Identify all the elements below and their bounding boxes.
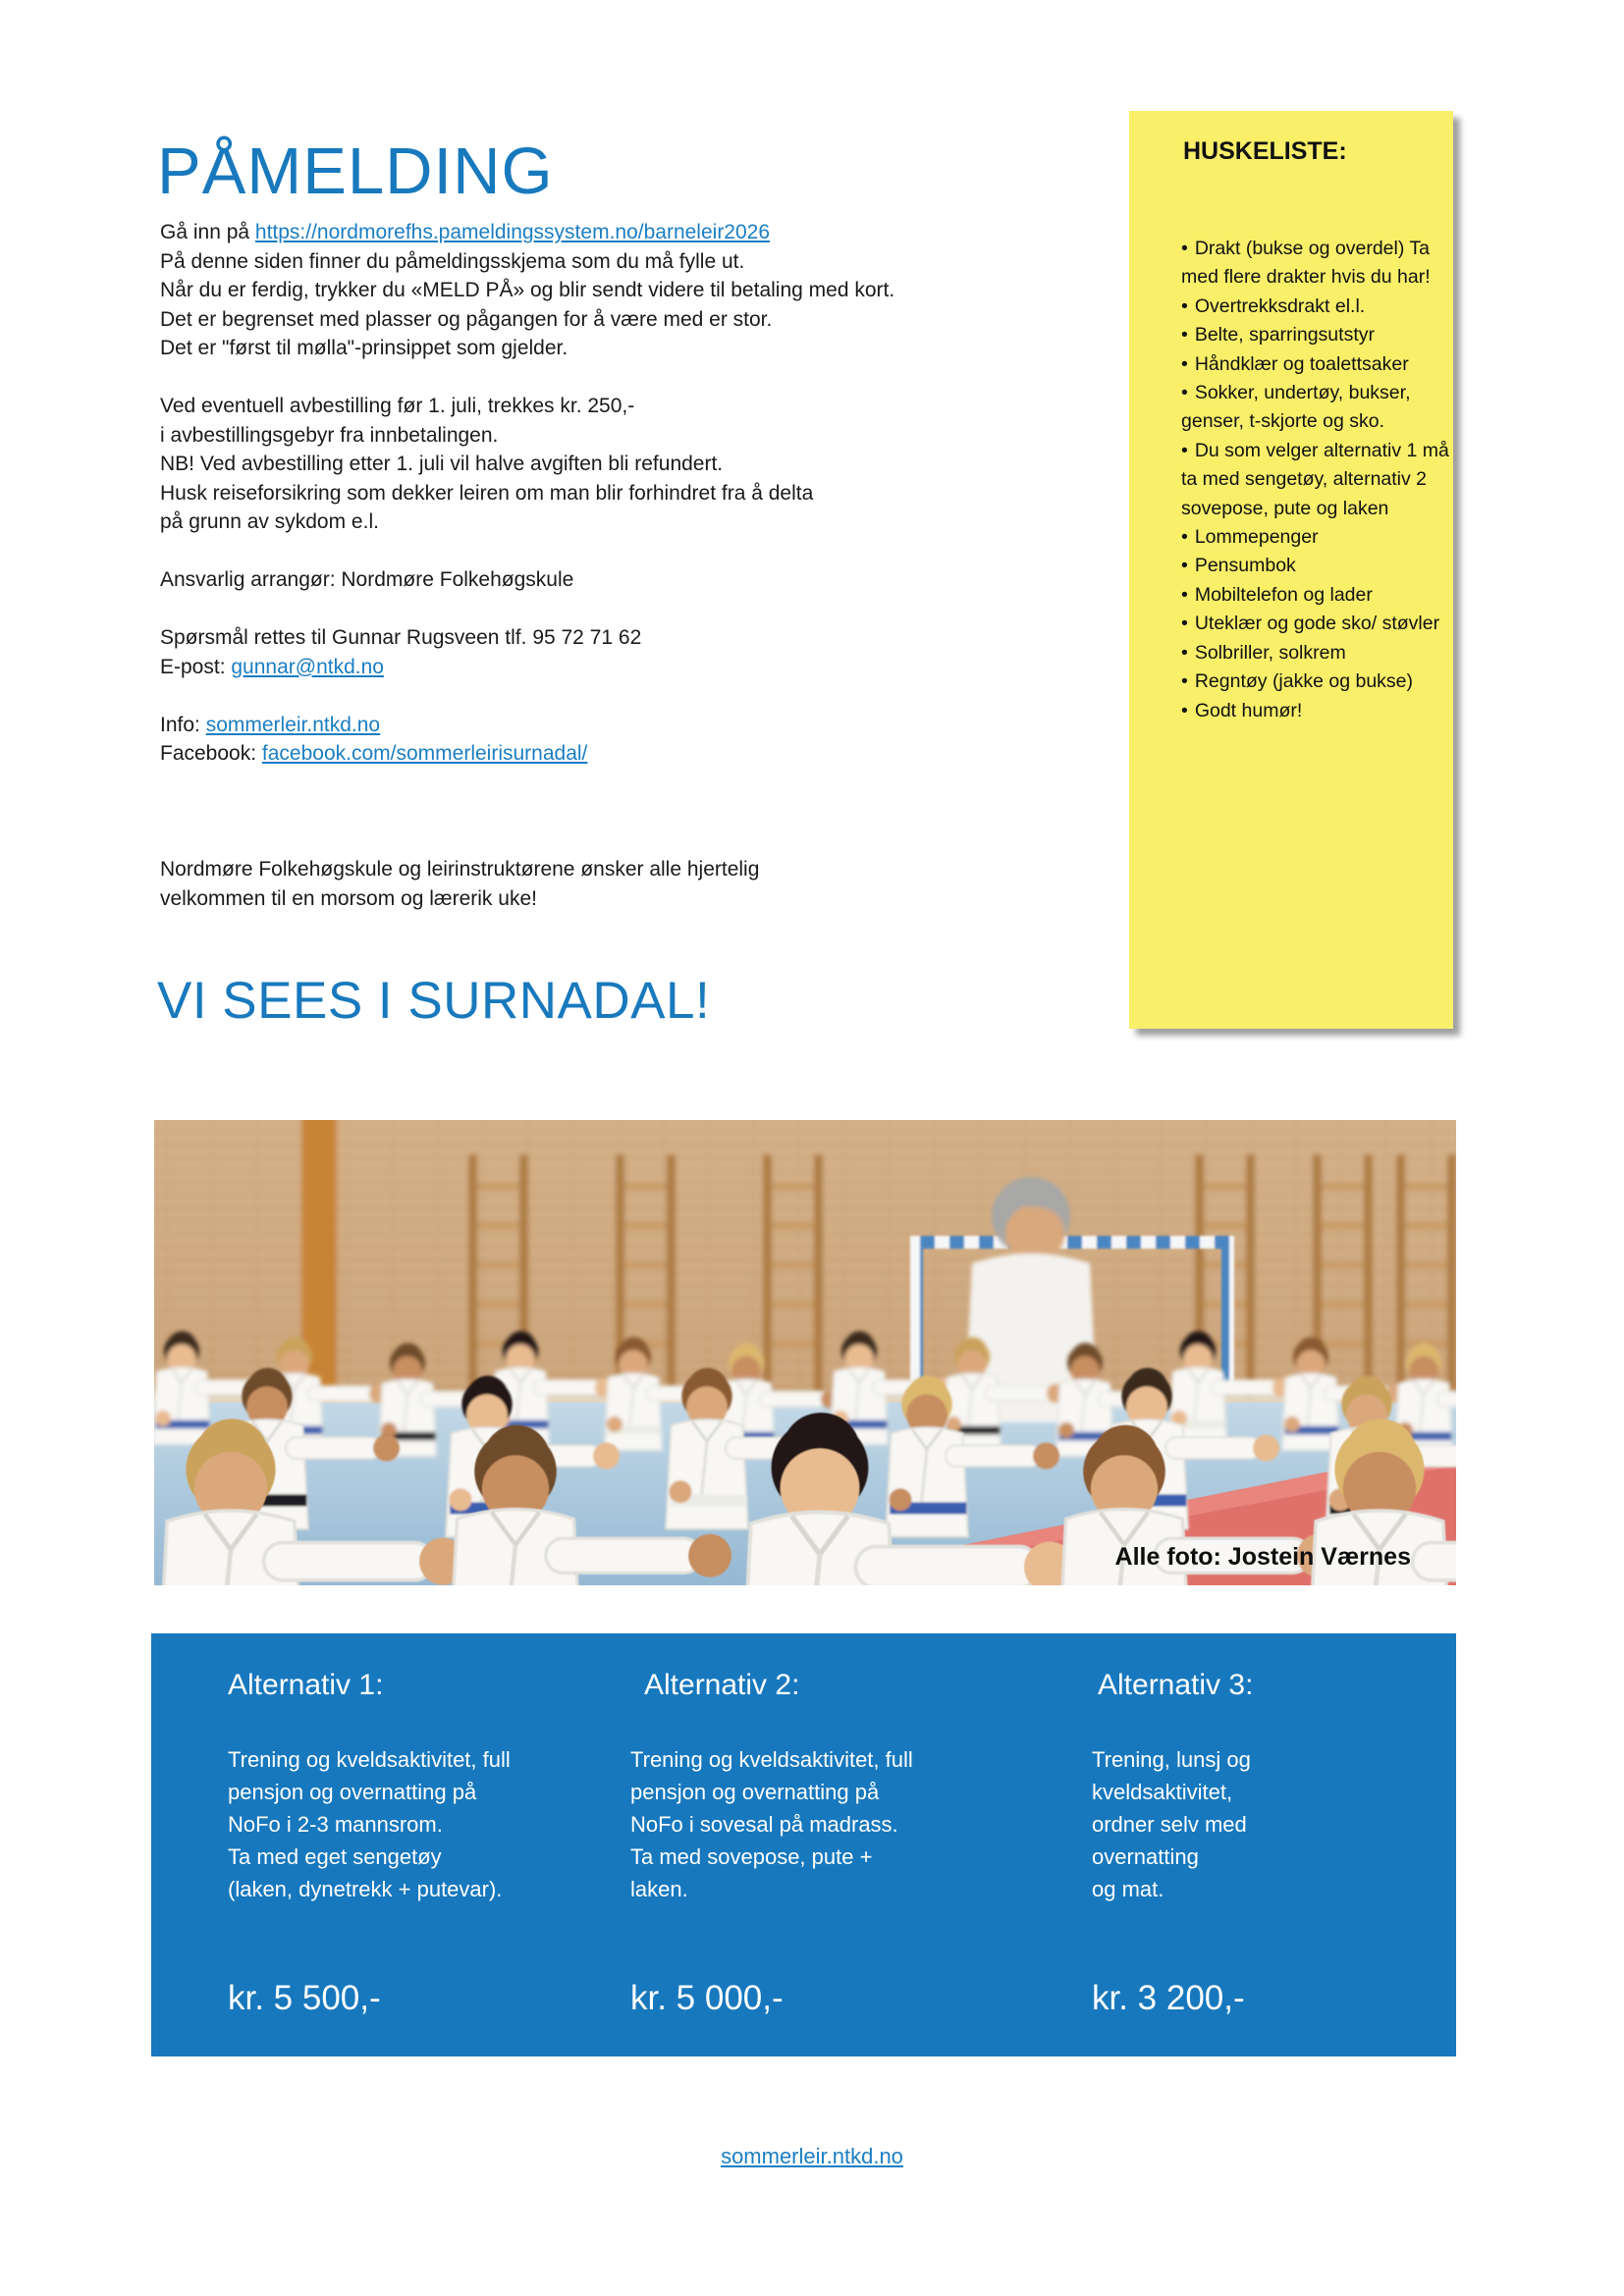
text-line: kveldsaktivitet,	[1092, 1780, 1233, 1804]
alternatives-section	[151, 1633, 1456, 2056]
alternative-heading: Alternativ 2:	[644, 1669, 800, 1701]
checklist-item-text: Drakt (bukse og overdel) Ta med flere drakter hvis du har!	[1181, 238, 1431, 289]
checklist-item-text: Uteklær og gode sko/ støvler	[1194, 613, 1440, 635]
alternative-price: kr. 3 200,-	[1092, 1979, 1245, 2017]
alternative-heading: Alternativ 1:	[228, 1669, 384, 1701]
checklist-item	[1181, 552, 1454, 580]
alternative-description	[1092, 1743, 1251, 1905]
checklist-item	[1181, 667, 1454, 696]
checklist-item-text: Håndklær og toalettsaker	[1194, 352, 1409, 375]
checklist-item	[1181, 293, 1454, 321]
intro-prefix: Gå inn på	[160, 221, 255, 243]
bullet-icon: •	[1181, 294, 1188, 317]
alternative-1	[228, 1633, 591, 2056]
alternative-heading: Alternativ 3:	[1098, 1669, 1254, 1701]
photo-caption: Alle foto: Jostein Værnes	[1114, 1543, 1411, 1571]
checklist-item-text: Lommepenger	[1194, 526, 1319, 549]
alternative-3	[1092, 1633, 1416, 2056]
bullet-icon: •	[1181, 324, 1188, 347]
checklist-item-text: Sokker, undertøy, bukser, genser, t-skjorte og sko.	[1181, 382, 1411, 433]
footer-link[interactable]: sommerleir.ntkd.no	[721, 2144, 903, 2168]
text-line: (laken, dynetrekk + putevar).	[228, 1877, 503, 1901]
registration-link[interactable]: https://nordmorefhs.pameldingssystem.no/barneleir2026	[254, 221, 771, 243]
facebook-label: Facebook:	[160, 742, 262, 765]
checklist-item	[1181, 235, 1454, 293]
text-line: Ta med sovepose, pute +	[630, 1844, 873, 1869]
checklist-item-text: Pensumbok	[1194, 555, 1296, 577]
links-paragraph	[160, 711, 1142, 769]
info-label: Info:	[160, 713, 206, 736]
footer	[0, 2144, 1624, 2169]
bullet-icon: •	[1181, 439, 1188, 461]
text-line: velkommen til en morsom og lærerik uke!	[160, 886, 537, 910]
facebook-link[interactable]: facebook.com/sommerleirisurnadal/	[261, 742, 588, 765]
text-line: NoFo i 2-3 mannsrom.	[228, 1812, 443, 1837]
checklist-box	[1129, 111, 1453, 1029]
contact-paragraph	[160, 623, 1142, 681]
organizer-line: Ansvarlig arrangør: Nordmøre Folkehøgskule	[160, 568, 574, 591]
alternative-price: kr. 5 500,-	[228, 1979, 381, 2017]
text-line: NB! Ved avbestilling etter 1. juli vil halve avgiften bli refundert.	[160, 453, 724, 475]
bullet-icon: •	[1181, 670, 1188, 693]
bullet-icon: •	[1181, 699, 1188, 721]
checklist-item-text: Mobiltelefon og lader	[1194, 583, 1373, 606]
checklist-item	[1181, 639, 1454, 667]
checklist-item-text: Du som velger alternativ 1 må ta med sengetøy, alternativ 2 sovepose, pute og laken	[1181, 439, 1449, 519]
email-link[interactable]: gunnar@ntkd.no	[231, 655, 384, 678]
checklist-item	[1181, 379, 1454, 437]
bullet-icon: •	[1181, 641, 1188, 664]
text-line: laken.	[630, 1877, 688, 1901]
text-line: Nordmøre Folkehøgskule og leirinstruktørene ønsker alle hjertelig	[160, 858, 760, 881]
text-line: Det er begrenset med plasser og pågangen for å være med er stor.	[160, 307, 773, 331]
alternative-price: kr. 5 000,-	[630, 1979, 784, 2017]
body-text	[160, 218, 1142, 942]
checklist-item-text: Solbriller, solkrem	[1194, 641, 1346, 664]
bullet-icon: •	[1181, 238, 1188, 259]
text-line: Trening og kveldsaktivitet, full	[228, 1747, 511, 1772]
closing-heading: VI SEES I SURNADAL!	[157, 971, 711, 1030]
checklist-item	[1181, 437, 1454, 523]
checklist-heading: HUSKELISTE:	[1183, 137, 1347, 165]
bullet-icon: •	[1181, 555, 1188, 577]
camp-photo	[154, 1120, 1456, 1585]
alternative-2	[630, 1633, 994, 2056]
email-label: E-post:	[160, 655, 232, 678]
checklist-item-text: Godt humør!	[1194, 699, 1303, 721]
text-line: ordner selv med	[1092, 1812, 1247, 1837]
text-line: Ved eventuell avbestilling før 1. juli, trekkes kr. 250,-	[160, 395, 635, 417]
organizer-paragraph	[160, 565, 1142, 595]
alternative-description	[228, 1743, 511, 1905]
checklist-item	[1181, 610, 1454, 638]
checklist-item	[1181, 523, 1454, 552]
text-line: Det er "først til mølla"-prinsippet som gjelder.	[160, 337, 568, 359]
checklist-item-text: Belte, sparringsutstyr	[1194, 324, 1375, 347]
bullet-icon: •	[1181, 526, 1188, 549]
checklist-list	[1181, 235, 1454, 725]
text-line: overnatting	[1092, 1844, 1199, 1869]
text-line: pensjon og overnatting på	[228, 1780, 477, 1804]
text-line: Trening og kveldsaktivitet, full	[630, 1747, 913, 1772]
checklist-item	[1181, 697, 1454, 725]
text-line: Når du er ferdig, trykker du «MELD PÅ» og blir sendt videre til betaling med kort.	[160, 279, 895, 301]
text-line: NoFo i sovesal på madrass.	[630, 1812, 898, 1837]
checklist-item	[1181, 581, 1454, 610]
camp-photo-illustration	[154, 1120, 1456, 1585]
checklist-item	[1181, 321, 1454, 349]
text-line: Husk reiseforsikring som dekker leiren om man blir forhindret fra å delta	[160, 481, 814, 505]
text-line: På denne siden finner du påmeldingsskjema som du må fylle ut.	[160, 249, 745, 273]
welcome-paragraph	[160, 855, 1142, 913]
cancellation-paragraph	[160, 392, 1142, 537]
alternative-description	[630, 1743, 913, 1905]
checklist-item	[1181, 350, 1454, 379]
bullet-icon: •	[1181, 613, 1188, 635]
text-line: Trening, lunsj og	[1092, 1747, 1251, 1772]
intro-paragraph	[160, 218, 1142, 363]
gym-wall	[154, 1120, 1456, 1415]
text-line: Ta med eget sengetøy	[228, 1844, 442, 1869]
questions-line: Spørsmål rettes til Gunnar Rugsveen tlf. 95 72 71 62	[160, 626, 642, 649]
bullet-icon: •	[1181, 583, 1188, 606]
bullet-icon: •	[1181, 382, 1188, 404]
checklist-item-text: Overtrekksdrakt el.l.	[1194, 294, 1366, 317]
text-line: pensjon og overnatting på	[630, 1780, 880, 1804]
checklist-item-text: Regntøy (jakke og bukse)	[1194, 670, 1414, 693]
text-line: og mat.	[1092, 1877, 1164, 1901]
page-title: PÅMELDING	[157, 133, 554, 208]
info-link[interactable]: sommerleir.ntkd.no	[205, 713, 381, 736]
text-line: i avbestillingsgebyr fra innbetalingen.	[160, 423, 499, 447]
bullet-icon: •	[1181, 352, 1188, 375]
text-line: på grunn av sykdom e.l.	[160, 510, 379, 533]
